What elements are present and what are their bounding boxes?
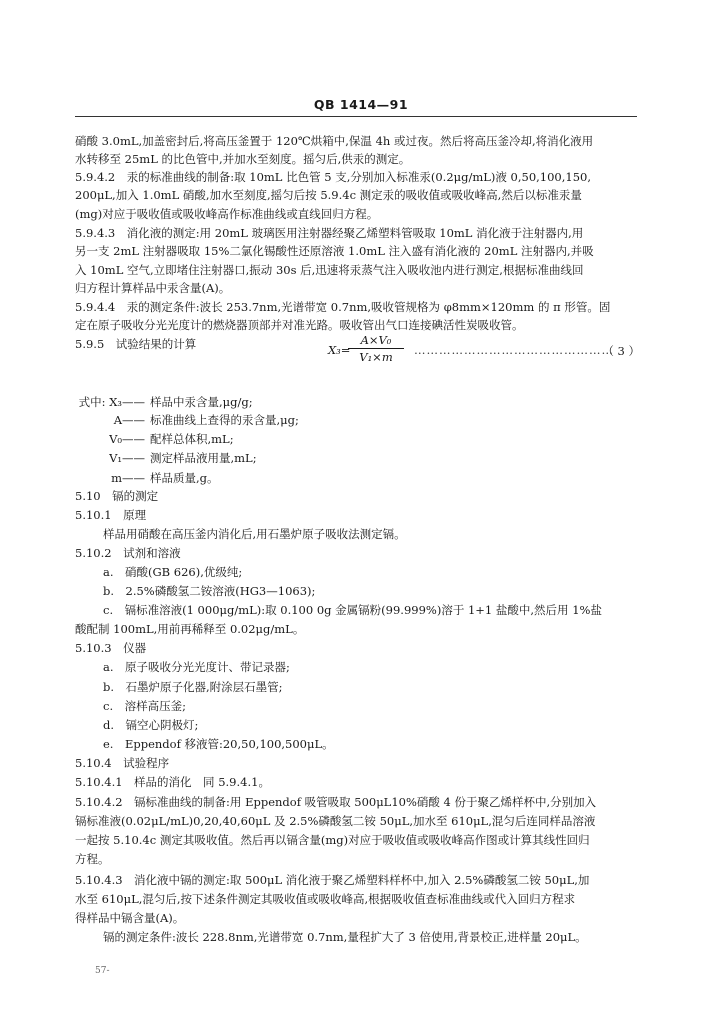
text-line: 另一支 2mL 注射器吸取 15%二氯化锡酸性还原溶液 1.0mL 注入盛有消化液的 20mL 注射器内,并吸 bbox=[75, 244, 594, 258]
section-heading: 5.10 镉的测定 bbox=[75, 489, 159, 503]
text-line: 5.9.4.3 消化液的测定:用 20mL 玻璃医用注射器经聚乙烯塑料管吸取 10mL 消化液于注射器内,用 bbox=[75, 226, 584, 240]
definition-symbol: V₀—— bbox=[109, 432, 145, 446]
text-line: 水至 610μL,混匀后,按下述条件测定其吸收值或吸收峰高,根据吸收值查标准曲线或代入回归方程求 bbox=[75, 892, 576, 906]
text-line: 得样品中镉含量(A)。 bbox=[75, 911, 185, 925]
definition-text: 样品质量,g。 bbox=[150, 471, 219, 485]
definition-text: 样品中汞含量,μg/g; bbox=[150, 395, 253, 409]
text-line: 定在原子吸收分光光度计的燃烧器顶部并对准光路。吸收管出气口连接碘活性炭吸收管。 bbox=[75, 318, 524, 332]
text-line: (mg)对应于吸收值或吸收峰高作标准曲线或直线回归方程。 bbox=[75, 207, 379, 221]
list-item: b. 2.5%磷酸氢二铵溶液(HG3—1063); bbox=[103, 584, 316, 598]
text-line: 样品用硝酸在高压釜内消化后,用石墨炉原子吸收法测定镉。 bbox=[103, 527, 406, 541]
definition-symbol: V₁—— bbox=[109, 451, 145, 465]
text-line: 一起按 5.10.4c 测定其吸收值。然后再以镉含量(mg)对应于吸收值或吸收峰高作图或计算其线性回归 bbox=[75, 833, 590, 847]
text-line: 5.10.4.3 消化液中镉的测定:取 500μL 消化液于聚乙烯塑料样杯中,加入 2.5%磷酸氢二铵 50μL,加 bbox=[75, 873, 590, 887]
formula-3 bbox=[328, 333, 640, 381]
list-item: e. Eppendof 移液管:20,50,100,500μL。 bbox=[103, 737, 334, 751]
definition-symbol: m—— bbox=[111, 471, 145, 485]
section-heading: 5.10.1 原理 bbox=[75, 508, 147, 522]
section-heading: 5.10.2 试剂和溶液 bbox=[75, 546, 181, 560]
text-line: 5.10.4.2 镉标准曲线的制备:用 Eppendof 吸管吸取 500μL10%硝酸 4 份于聚乙烯样杯中,分别加入 bbox=[75, 795, 597, 809]
formula-denominator: V₁×m bbox=[359, 350, 393, 364]
text-line: 5.9.4.2 汞的标准曲线的制备:取 10mL 比色管 5 支,分别加入标准汞(0.2μg/mL)液 0,50,100,150, bbox=[75, 170, 592, 184]
text-line: 归方程计算样品中汞含量(A)。 bbox=[75, 281, 231, 295]
definition-text: 标准曲线上查得的汞含量,μg; bbox=[150, 413, 299, 427]
definition-text: 测定样品液用量,mL; bbox=[150, 451, 257, 465]
fraction-bar bbox=[348, 348, 404, 349]
section-heading: 5.10.4 试验程序 bbox=[75, 756, 170, 770]
definition-symbol: 式中: X₃—— bbox=[78, 395, 145, 409]
text-line: 硝酸 3.0mL,加盖密封后,将高压釜置于 120℃烘箱中,保温 4h 或过夜。然后将高压釜冷却,将消化液用 bbox=[75, 134, 594, 148]
text-line: 入 10mL 空气,立即堵住注射器口,振动 30s 后,迅速将汞蒸气注入吸收池内进行测定,根据标准曲线回 bbox=[75, 263, 584, 277]
list-item: c. 镉标准溶液(1 000μg/mL):取 0.100 0g 金属镉粉(99.999%)溶于 1+1 盐酸中,然后用 1%盐 bbox=[103, 603, 602, 617]
definition-text: 配样总体积,mL; bbox=[150, 432, 234, 446]
formula-fraction bbox=[348, 333, 404, 364]
formula-lhs: X₃= bbox=[328, 343, 351, 357]
text-line: 方程。 bbox=[75, 852, 110, 866]
text-line: 200μL,加入 1.0mL 硝酸,加水至刻度,摇匀后按 5.9.4c 测定汞的吸收值或吸收峰高,然后以标准汞量 bbox=[75, 188, 582, 202]
list-item: a. 原子吸收分光光度计、带记录器; bbox=[103, 660, 290, 674]
section-heading: 5.9.5 试验结果的计算 bbox=[75, 337, 197, 351]
text-line: 水转移至 25mL 的比色管中,并加水至刻度。摇匀后,供汞的测定。 bbox=[75, 152, 411, 166]
leader-dots: ………………………………………… bbox=[414, 343, 614, 357]
formula-number: （ 3 ） bbox=[602, 344, 640, 358]
list-item: c. 溶样高压釜; bbox=[103, 699, 186, 713]
text-line: 镉的测定条件:波长 228.8nm,光谱带宽 0.7nm,量程扩大了 3 倍使用,背景校正,进样量 20μL。 bbox=[103, 930, 587, 944]
header-rule bbox=[75, 116, 637, 117]
text-line: 5.9.4.4 汞的测定条件:波长 253.7nm,光谱带宽 0.7nm,吸收管规格为 φ8mm×120mm 的 π 形管。固 bbox=[75, 300, 611, 314]
page-number: 57- bbox=[95, 966, 110, 976]
text-line: 酸配制 100mL,用前再稀释至 0.02μg/mL。 bbox=[75, 622, 305, 636]
definition-symbol: A—— bbox=[113, 413, 145, 427]
list-item: d. 镉空心阴极灯; bbox=[103, 718, 199, 732]
text-line: 5.10.4.1 样品的消化 同 5.9.4.1。 bbox=[75, 775, 270, 789]
list-item: a. 硝酸(GB 626),优级纯; bbox=[103, 565, 243, 579]
section-heading: 5.10.3 仪器 bbox=[75, 641, 147, 655]
text-line: 镉标准液(0.02μL/mL)0,20,40,60μL 及 2.5%磷酸氢二铵 50μL,加水至 610μL,混匀后连同样品溶液 bbox=[75, 814, 596, 828]
page-header: QB 1414—91 bbox=[313, 97, 409, 112]
list-item: b. 石墨炉原子化器,附涂层石墨管; bbox=[103, 680, 283, 694]
formula-numerator: A×V₀ bbox=[360, 333, 392, 347]
